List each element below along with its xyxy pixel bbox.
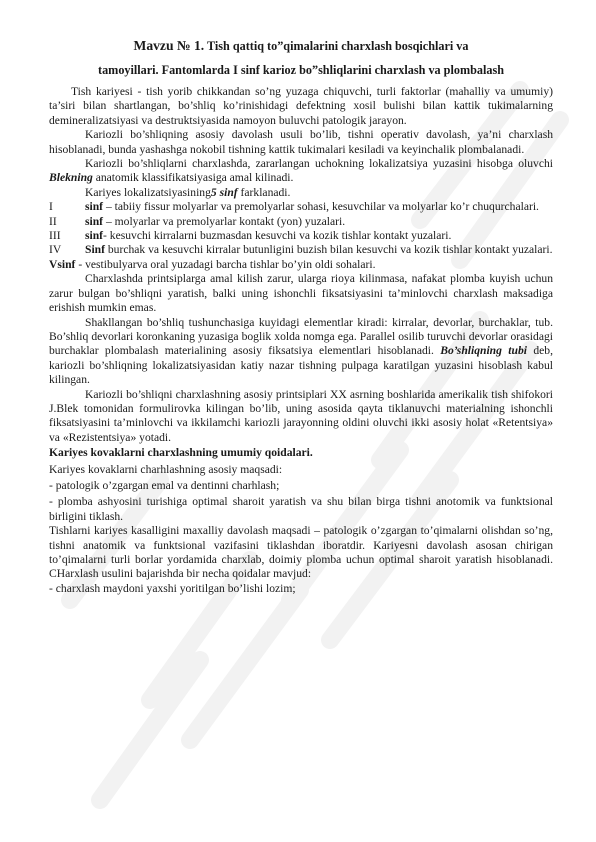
class-term: Sinf [85, 243, 105, 257]
class-text [85, 243, 553, 257]
p4-text-c: farklanadi. [237, 185, 291, 199]
p4-class-term: 5 sinf [210, 185, 238, 199]
class-description: - vestibulyarva oral yuzadagi barcha tishlar bo’yin oldi sohalari. [75, 257, 376, 271]
paragraph-treatment: Kariozli bo’shliqning asosiy davolash usuli bo’lib, tishni operativ davolash, ya’ni charxlash hisoblanadi, bunda yashashga nokobil tishning kattik tukimalari kesiladi va keyinchalik plombalanadi. [49, 128, 553, 156]
class-description: burchak va kesuvchi kirralar butunligini buzish bilan kesuvchi va kozik tishlar kontakt yuzalari. [104, 243, 553, 257]
class-item-2 [49, 215, 553, 229]
class-term: sinf [85, 229, 104, 243]
title-prefix: Mavzu № 1. [133, 38, 205, 53]
class-term: sinf [57, 257, 76, 271]
class-number: IV [49, 243, 62, 257]
title-line1-text: Tish qattiq to”qimalarini charxlash bosqichlari va [204, 39, 469, 53]
class-item-3 [49, 229, 553, 243]
paragraph-cavity-elements [49, 316, 553, 388]
document-title-line1 [49, 38, 553, 54]
class-term: sinf [85, 200, 104, 214]
paragraph-definition: Tish kariyesi - tish yorib chikkandan so’ng yuzaga chiquvchi, turli faktorlar (mahalliy va umumiy) ta’siri bilan shartlangan, bo’shliq ko’rinishidagi defektning xosil bulishi bilan kattik tukimalarning demineralizatsiyasi va destruktsiyasida namoyon buluvchi patologik jarayon. [49, 85, 553, 127]
paragraph-black-principles: Kariozli bo’shliqni charxlashning asosiy printsiplari XX asrning boshlarida amerikalik tish shifokori J.Blek tomonidan formulirovka kilingan bo’lib, uning asosida qayta tiklanuvchi materialning ishonchli fiksatsiyasini ta’minlovchi va ikkilamchi kariozli jarayonning oldini oluvchi ikki asosiy holat «Retentsiya» va «Rezistentsiya» yotadi. [49, 387, 553, 444]
paragraph-class-count [49, 186, 553, 200]
class-number: V [49, 257, 58, 271]
class-number: II [49, 214, 57, 228]
class-number: III [49, 229, 61, 243]
p3-text-a: Kariozli bo’shliqlarni charxlashda, zararlangan uchokning lokalizatsiya yuzasini hisobga oluvchi [85, 157, 553, 171]
class-description: – molyarlar va premolyarlar kontakt (yon) yuzalari. [103, 214, 346, 228]
rules-item-3: - charxlash maydoni yaxshi yoritilgan bo’lishi lozim; [49, 581, 296, 595]
paragraph-local-treatment: Tishlarni kariyes kasalligini maxalliy davolash maqsadi – patologik o’zgargan to’qimalarni olishdan so’ng, tishni anatomik va funktsional vazifasini tiklashdan iboratdir. Kariyesni davolash asosan chirigan to’qimalarni turli borlar yordamida charxlab, doimiy plomba uchun optimal sharoit yaratish hisoblanadi. CHarxlash usulini bajarishda bir necha qoidalar mavjud: [49, 524, 553, 581]
class-description: – tabiiy fissur molyarlar va premolyarlar sohasi, kesuvchilar va molyarlar ko’r chuqurchalari. [103, 200, 539, 214]
rules-item-1: - patologik o’zgargan emal va dentinni charhlash; [49, 478, 280, 492]
p4-text-a: Kariyes lokalizatsiyasining [85, 185, 211, 199]
class-text [85, 229, 553, 243]
p6-cavity-floor-term: Bo’shliqning tubi [440, 344, 527, 358]
p3-text-c: anatomik klassifikatsiyasiga amal kilinadi. [92, 171, 294, 185]
paragraph-principles: Charxlashda printsiplarga amal kilish zarur, ularga rioya kilinmasa, nafakat plomba kuyish uchun zarur bulgan bo’shliqni yaratish, balki uning ishonchli fiksatsiyasini ta’minlovchi charxlash maksadiga erishish mumkin emas. [49, 272, 553, 315]
class-description: - kesuvchi kirralarni buzmasdan kesuvchi va kozik tishlar kontakt yuzalari. [103, 229, 452, 243]
class-number: I [49, 200, 53, 214]
class-text [85, 200, 553, 214]
document-body [49, 38, 553, 596]
rules-item-2: - plomba ashyosini turishiga optimal sharoit yaratish va shu bilan birga tishni anotomik va funktsional birligini tiklash. [49, 495, 553, 523]
class-item-5 [49, 258, 553, 272]
p3-black-term: Blekning [49, 171, 93, 185]
class-term: sinf [85, 214, 104, 228]
paragraph-black-classification [49, 157, 553, 186]
class-item-4 [49, 243, 553, 257]
p6-text-c: deb, kariozli bo’shliqning lokalizatsiyasidan katiy nazar tishning pulpaga karatilgan yuzasini hisoblash kabul kilingan. [49, 344, 553, 387]
p6-text-a: Shakllangan bo’shliq tushunchasiga kuyidagi elementlar kiradi: kirralar, devorlar, burchaklar, tub. Bo’shliq devorlari koronkaning yuzasiga boglik xolda nomga ega. Parallel osilib turuvchi devorlar orasidagi burchaklar plombalash materialining asosiy fiksatsiya elementlari hisoblanadi. [49, 315, 553, 358]
class-text [85, 215, 553, 229]
document-title-line2: tamoyillari. Fantomlarda I sinf karioz bo”shliqlarini charxlash va plombalash [98, 63, 504, 77]
class-item-1 [49, 200, 553, 214]
rules-intro: Kariyes kovaklarni charhlashning asosiy maqsadi: [49, 462, 283, 476]
rules-heading: Kariyes kovaklarni charxlashning umumiy qoidalari. [49, 446, 313, 460]
